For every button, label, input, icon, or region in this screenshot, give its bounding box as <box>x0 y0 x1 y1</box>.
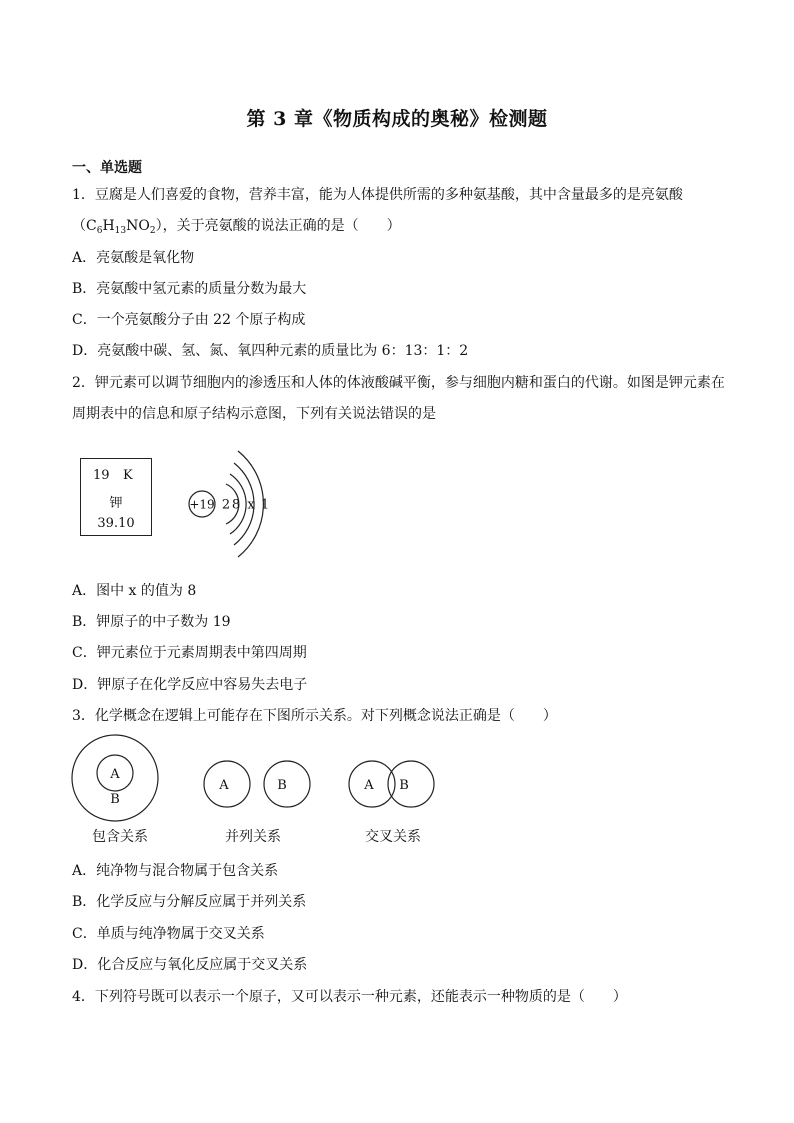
q1-stem-line1: 1．豆腐是人们喜爱的食物，营养丰富，能为人体提供所需的多种氨基酸，其中含量最多的是亮氨酸 <box>72 187 683 203</box>
q1-stem-tail: ），关于亮氨酸的说法正确的是（ ） <box>155 218 401 234</box>
atomic-number: 19 <box>93 468 110 483</box>
atomic-mass: 39.10 <box>97 516 135 531</box>
caption-containment: 包含关系 <box>92 829 148 845</box>
set-label-b: B <box>277 778 287 793</box>
atom-structure-diagram <box>180 440 290 570</box>
set-label-a: A <box>364 778 374 793</box>
nucleus-charge: +19 <box>189 497 215 512</box>
shell-electron-count: 2 <box>221 497 231 513</box>
q2-option-d[interactable]: D．钾原子在化学反应中容易失去电子 <box>72 677 308 693</box>
set-circle-b <box>264 761 310 807</box>
page-title: 第 3 章《物质构成的奥秘》检测题 <box>246 108 548 130</box>
q3-option-a[interactable]: A．纯净物与混合物属于包含关系 <box>72 863 279 879</box>
q1-option-b[interactable]: B．亮氨酸中氢元素的质量分数为最大 <box>72 281 307 297</box>
q1-formula-no: NO <box>126 218 150 234</box>
q1-formula-open: （C <box>72 218 97 234</box>
periodic-table-cell <box>80 458 152 536</box>
set-relation-diagram <box>70 738 450 818</box>
q1-formula-h: H <box>102 218 115 234</box>
set-label-b: B <box>399 778 409 793</box>
q2-option-a[interactable]: A．图中 x 的值为 8 <box>72 583 197 599</box>
q2-stem-line2: 周期表中的信息和原子结构示意图，下列有关说法错误的是 <box>72 406 436 422</box>
element-name: 钾 <box>109 496 123 511</box>
element-symbol: K <box>123 468 133 483</box>
shell-electron-count: 1 <box>260 497 270 513</box>
q1-option-d[interactable]: D．亮氨酸中碳、氢、氮、氧四种元素的质量比为 6：13：1：2 <box>72 343 469 359</box>
set-label-b: B <box>110 792 120 807</box>
q2-stem-line1: 2．钾元素可以调节细胞内的渗透压和人体的体液酸碱平衡，参与细胞内糖和蛋白的代谢。如图是钾元素在 <box>72 375 725 391</box>
q3-option-b[interactable]: B．化学反应与分解反应属于并列关系 <box>72 894 307 910</box>
q1-formula-sub: 6 <box>96 226 103 236</box>
set-label-a: A <box>219 778 229 793</box>
q3-option-d[interactable]: D．化合反应与氧化反应属于交叉关系 <box>72 957 308 973</box>
q2-option-c[interactable]: C．钾元素位于元素周期表中第四周期 <box>72 645 307 661</box>
q4-stem: 4．下列符号既可以表示一个原子，又可以表示一种元素，还能表示一种物质的是（ ） <box>72 989 627 1005</box>
q3-option-c[interactable]: C．单质与纯净物属于交叉关系 <box>72 926 265 942</box>
q1-option-a[interactable]: A．亮氨酸是氧化物 <box>72 250 195 266</box>
set-label-a: A <box>110 767 120 782</box>
shell-electron-count: 8 <box>231 497 241 513</box>
shell-electron-count: x <box>247 497 255 513</box>
section-heading: 一、单选题 <box>72 160 142 176</box>
q1-formula-sub: 2 <box>149 226 156 236</box>
q1-formula-sub: 13 <box>114 226 127 236</box>
q3-stem: 3．化学概念在逻辑上可能存在下图所示关系。对下列概念说法正确是（ ） <box>72 708 557 724</box>
q1-option-c[interactable]: C．一个亮氨酸分子由 22 个原子构成 <box>72 312 306 328</box>
caption-intersection: 交叉关系 <box>365 829 421 845</box>
caption-parallel: 并列关系 <box>225 829 281 845</box>
q2-option-b[interactable]: B．钾原子的中子数为 19 <box>72 614 231 630</box>
q1-stem-line2 <box>72 216 401 236</box>
